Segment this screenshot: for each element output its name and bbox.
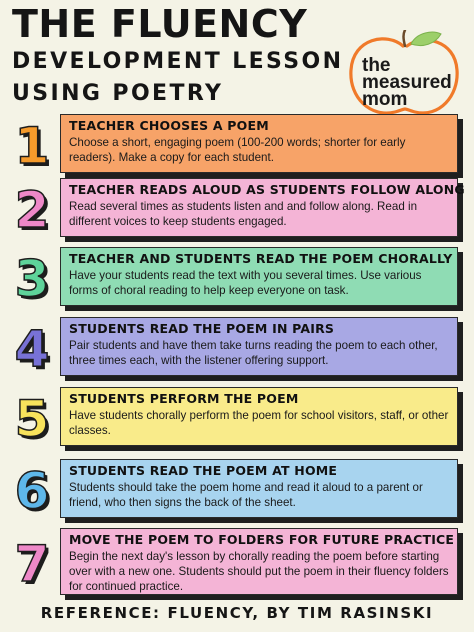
step-5 — [8, 387, 464, 451]
step-card-1 — [60, 114, 458, 173]
step-title-1: TEACHER CHOOSES A POEM — [69, 118, 269, 133]
step-card-2 — [60, 178, 465, 237]
step-2 — [8, 178, 464, 242]
step-body-3: Have your students read the text with you several times. Use various forms of choral reading to help keep everyone on task. — [69, 269, 422, 297]
step-card-3 — [60, 247, 458, 306]
step-title-5: STUDENTS PERFORM THE POEM — [69, 391, 299, 406]
reference-footer: REFERENCE: FLUENCY, BY TIM RASINSKI — [40, 604, 434, 622]
step-1 — [8, 114, 464, 178]
step-body-6: Students should take the poem home and read it aloud to a parent or friend, who then signs the back of the sheet. — [69, 481, 423, 509]
step-title-6: STUDENTS READ THE POEM AT HOME — [69, 463, 338, 478]
page-title-line-2: DEVELOPMENT LESSON — [12, 49, 344, 74]
step-title-7: MOVE THE POEM TO FOLDERS FOR FUTURE PRACTICE — [69, 532, 455, 547]
step-6 — [8, 459, 464, 523]
logo-text-the: the — [362, 55, 391, 76]
the-measured-mom-logo — [345, 30, 463, 120]
step-4 — [8, 317, 464, 381]
step-title-2: TEACHER READS ALOUD AS STUDENTS FOLLOW ALONG — [69, 182, 465, 197]
step-body-5: Have students chorally perform the poem for school visitors, staff, or other classes. — [69, 409, 449, 437]
step-card-4 — [60, 317, 458, 376]
step-3 — [8, 247, 464, 311]
step-card-7 — [60, 528, 458, 595]
step-number-7: 7 — [14, 535, 50, 593]
step-body-2: Read several times as students listen and and follow along. Read in different voices to keep students engaged. — [69, 200, 418, 228]
logo-text-measured: measured — [362, 72, 452, 93]
step-7 — [8, 528, 464, 600]
step-card-5 — [60, 387, 458, 446]
step-body-4: Pair students and have them take turns reading the poem to each other, three times each, with the listener offering support. — [69, 339, 438, 367]
step-number-6: 6 — [14, 462, 50, 520]
step-body-1: Choose a short, engaging poem (100-200 words; shorter for early readers). Make a copy for each student. — [69, 136, 406, 164]
logo-text-mom: mom — [362, 89, 408, 110]
page-title-line-3: USING POETRY — [12, 81, 224, 106]
step-number-4: 4 — [14, 320, 50, 378]
step-card-6 — [60, 459, 458, 518]
step-number-1: 1 — [14, 117, 50, 175]
step-title-3: TEACHER AND STUDENTS READ THE POEM CHORALLY — [69, 251, 453, 266]
step-number-5: 5 — [14, 390, 50, 448]
page-title-line-1: THE FLUENCY — [12, 2, 308, 46]
step-number-2: 2 — [14, 181, 50, 239]
step-number-3: 3 — [14, 250, 50, 308]
step-title-4: STUDENTS READ THE POEM IN PAIRS — [69, 321, 335, 336]
step-body-7: Begin the next day's lesson by chorally reading the poem before starting over with a new one. Students should put the poem in their fluency folders for continued practice. — [69, 550, 449, 593]
